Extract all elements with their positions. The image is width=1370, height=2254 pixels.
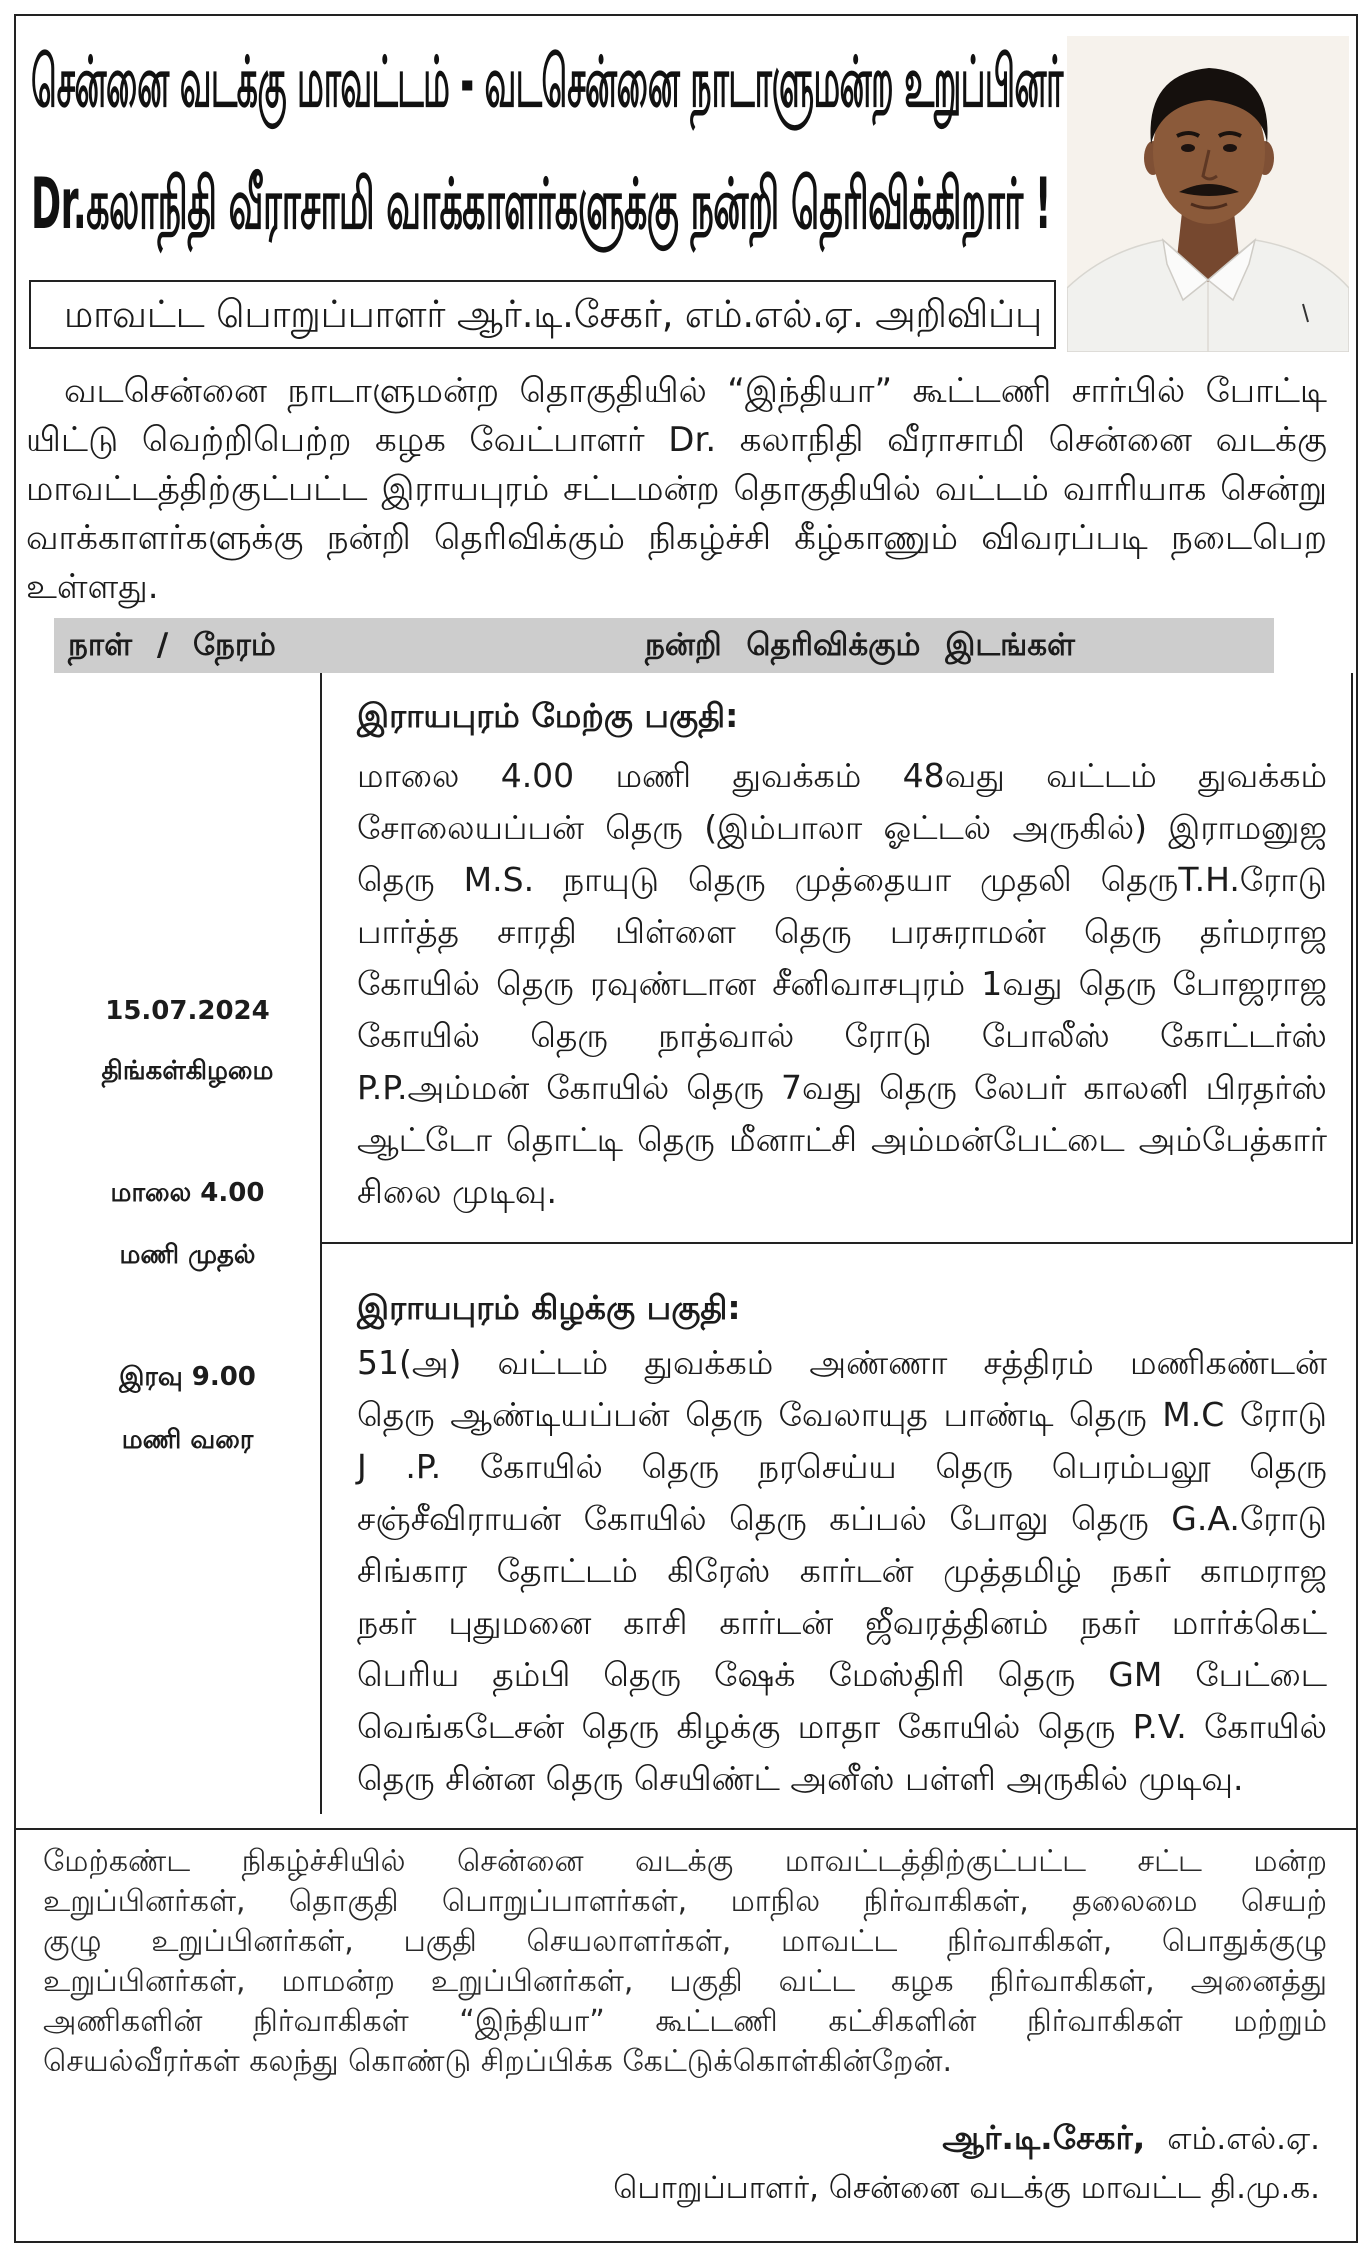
route-line: தெரு ஆண்டியப்பன் தெரு வேலாயுத பாண்டி தெரு M.C ரோடு: [357, 1395, 1327, 1434]
route-line: சோலையப்பன் தெரு (இம்பாலா ஓட்டல் அருகில்) இராமனுஜ: [357, 808, 1327, 847]
route-line: கோயில் தெரு ரவுண்டான சீனிவாசபுரம் 1வது தெரு போஜராஜ: [357, 964, 1327, 1003]
event-day: திங்கள்கிழமை: [101, 1056, 274, 1086]
route-line: பெரிய தம்பி தெரு ஷேக் மேஸ்திரி தெரு GM பேட்டை: [357, 1655, 1327, 1694]
route-line: நகர் புதுமனை காசி கார்டன் ஜீவரத்தினம் நகர் மார்க்கெட்: [357, 1603, 1327, 1642]
route-line: J .P. கோயில் தெரு நரசெய்ய தெரு பெரம்பலூ தெரு: [357, 1447, 1327, 1486]
header-places: நன்றி தெரிவிக்கும் இடங்கள்: [645, 627, 1076, 663]
headline-line-1: சென்னை வடக்கு மாவட்டம் - வடசென்னை நாடாளுமன்ற உறுப்பினர்: [31, 41, 1063, 123]
route-line: சஞ்சீவிராயன் கோயில் தெரு கப்பல் போலு தெரு G.A.ரோடு: [357, 1499, 1327, 1538]
signatory-role: பொறுப்பாளர், சென்னை வடக்கு மாவட்ட தி.மு.க.: [613, 2170, 1320, 2206]
closing-line: மேற்கண்ட நிகழ்ச்சியில் சென்னை வடக்கு மாவட்டத்திற்குட்பட்ட சட்ட மன்ற: [43, 1844, 1327, 1879]
start-time-suffix: மணி முதல்: [119, 1240, 256, 1270]
route-line: ஆட்டோ தொட்டி தெரு மீனாட்சி அம்மன்பேட்டை அம்பேத்கார்: [357, 1120, 1327, 1159]
route-line: 51(அ) வட்டம் துவக்கம் அண்ணா சத்திரம் மணிகண்டன்: [357, 1343, 1327, 1382]
closing-line: குழு உறுப்பினர்கள், பகுதி செயலாளர்கள், மாவட்ட நிர்வாகிகள், பொதுக்குழு: [43, 1924, 1327, 1959]
section-divider: [321, 1242, 1353, 1244]
section-heading-east: இராயபுரம் கிழக்கு பகுதி:: [357, 1288, 741, 1327]
route-line: தெரு M.S. நாயுடு தெரு முத்தையா முதலி தெருT.H.ரோடு: [357, 860, 1327, 899]
portrait-illustration: [1067, 36, 1349, 352]
schedule-header: [54, 618, 1274, 673]
header-date-time: நாள் / நேரம்: [68, 627, 276, 663]
route-line: பார்த்த சாரதி பிள்ளை தெரு பரசுராமன் தெரு தர்மராஜ: [357, 912, 1327, 951]
signature-line: [820, 2116, 1320, 2160]
intro-line: வாக்காளர்களுக்கு நன்றி தெரிவிக்கும் நிகழ்ச்சி கீழ்காணும் விவரப்படி நடைபெற: [26, 518, 1327, 558]
intro-line: வடசென்னை நாடாளுமன்ற தொகுதியில் “இந்தியா” கூட்டணி சார்பில் போட்டி: [64, 371, 1327, 411]
portrait-photo: [1067, 36, 1349, 352]
event-date: 15.07.2024: [105, 996, 270, 1026]
announcement-box: [29, 280, 1056, 349]
route-line: மாலை 4.00 மணி துவக்கம் 48வது வட்டம் துவக்கம்: [357, 756, 1327, 795]
start-time: மாலை 4.00: [110, 1178, 265, 1208]
route-line: வெங்கடேசன் தெரு கிழக்கு மாதா கோயில் தெரு P.V. கோயில்: [357, 1707, 1327, 1746]
route-line: சிங்கார தோட்டம் கிரேஸ் கார்டன் முத்தமிழ் நகர் காமராஜ: [357, 1551, 1327, 1590]
route-line: தெரு சின்ன தெரு செயிண்ட் அனீஸ் பள்ளி அருகில் முடிவு.: [357, 1759, 1244, 1798]
closing-line: செயல்வீரர்கள் கலந்து கொண்டு சிறப்பிக்க கேட்டுக்கொள்கின்றேன்.: [43, 2044, 953, 2079]
intro-line: உள்ளது.: [26, 567, 159, 607]
intro-paragraph: [26, 367, 1327, 612]
route-line: சிலை முடிவு.: [357, 1172, 557, 1211]
section-east-route: [357, 1337, 1327, 1805]
closing-paragraph: [43, 1842, 1327, 2082]
closing-line: அணிகளின் நிர்வாகிகள் “இந்தியா” கூட்டணி கட்சிகளின் நிர்வாகிகள் மற்றும்: [43, 2004, 1327, 2039]
footer-divider: [14, 1828, 1358, 1830]
route-line: P.P.அம்மன் கோயில் தெரு 7வது தெரு லேபர் காலனி பிரதர்ஸ்: [357, 1068, 1327, 1107]
end-time-suffix: மணி வரை: [121, 1425, 254, 1455]
signatory-name: ஆர்.டி.சேகர்,: [942, 2118, 1146, 2157]
end-time: இரவு 9.00: [119, 1362, 256, 1392]
route-line: கோயில் தெரு நாத்வால் ரோடு போலீஸ் கோட்டர்ஸ்: [357, 1016, 1327, 1055]
headline-line-2: Dr.கலாநிதி வீராசாமி வாக்காளர்களுக்கு நன்றி தெரிவிக்கிறார் !: [31, 163, 1051, 245]
intro-line: யிட்டு வெற்றிபெற்ற கழக வேட்பாளர் Dr. கலாநிதி வீராசாமி சென்னை வடக்கு: [26, 420, 1327, 460]
section-heading-west: இராயபுரம் மேற்கு பகுதி:: [357, 696, 739, 735]
closing-line: உறுப்பினர்கள், தொகுதி பொறுப்பாளர்கள், மாநில நிர்வாகிகள், தலைமை செயற்: [43, 1884, 1327, 1919]
box-right-border: [1351, 673, 1353, 1244]
section-west-route: [357, 750, 1327, 1218]
closing-line: உறுப்பினர்கள், மாமன்ற உறுப்பினர்கள், பகுதி வட்ட கழக நிர்வாகிகள், அனைத்து: [43, 1964, 1327, 1999]
signatory-title: எம்.எல்.ஏ.: [1167, 2121, 1320, 2157]
intro-line: மாவட்டத்திற்குட்பட்ட இராயபுரம் சட்டமன்ற தொகுதியில் வட்டம் வாரியாக சென்று: [26, 469, 1327, 509]
announcement-text: மாவட்ட பொறுப்பாளர் ஆர்.டி.சேகர், எம்.எல்.ஏ. அறிவிப்பு: [64, 292, 1043, 336]
